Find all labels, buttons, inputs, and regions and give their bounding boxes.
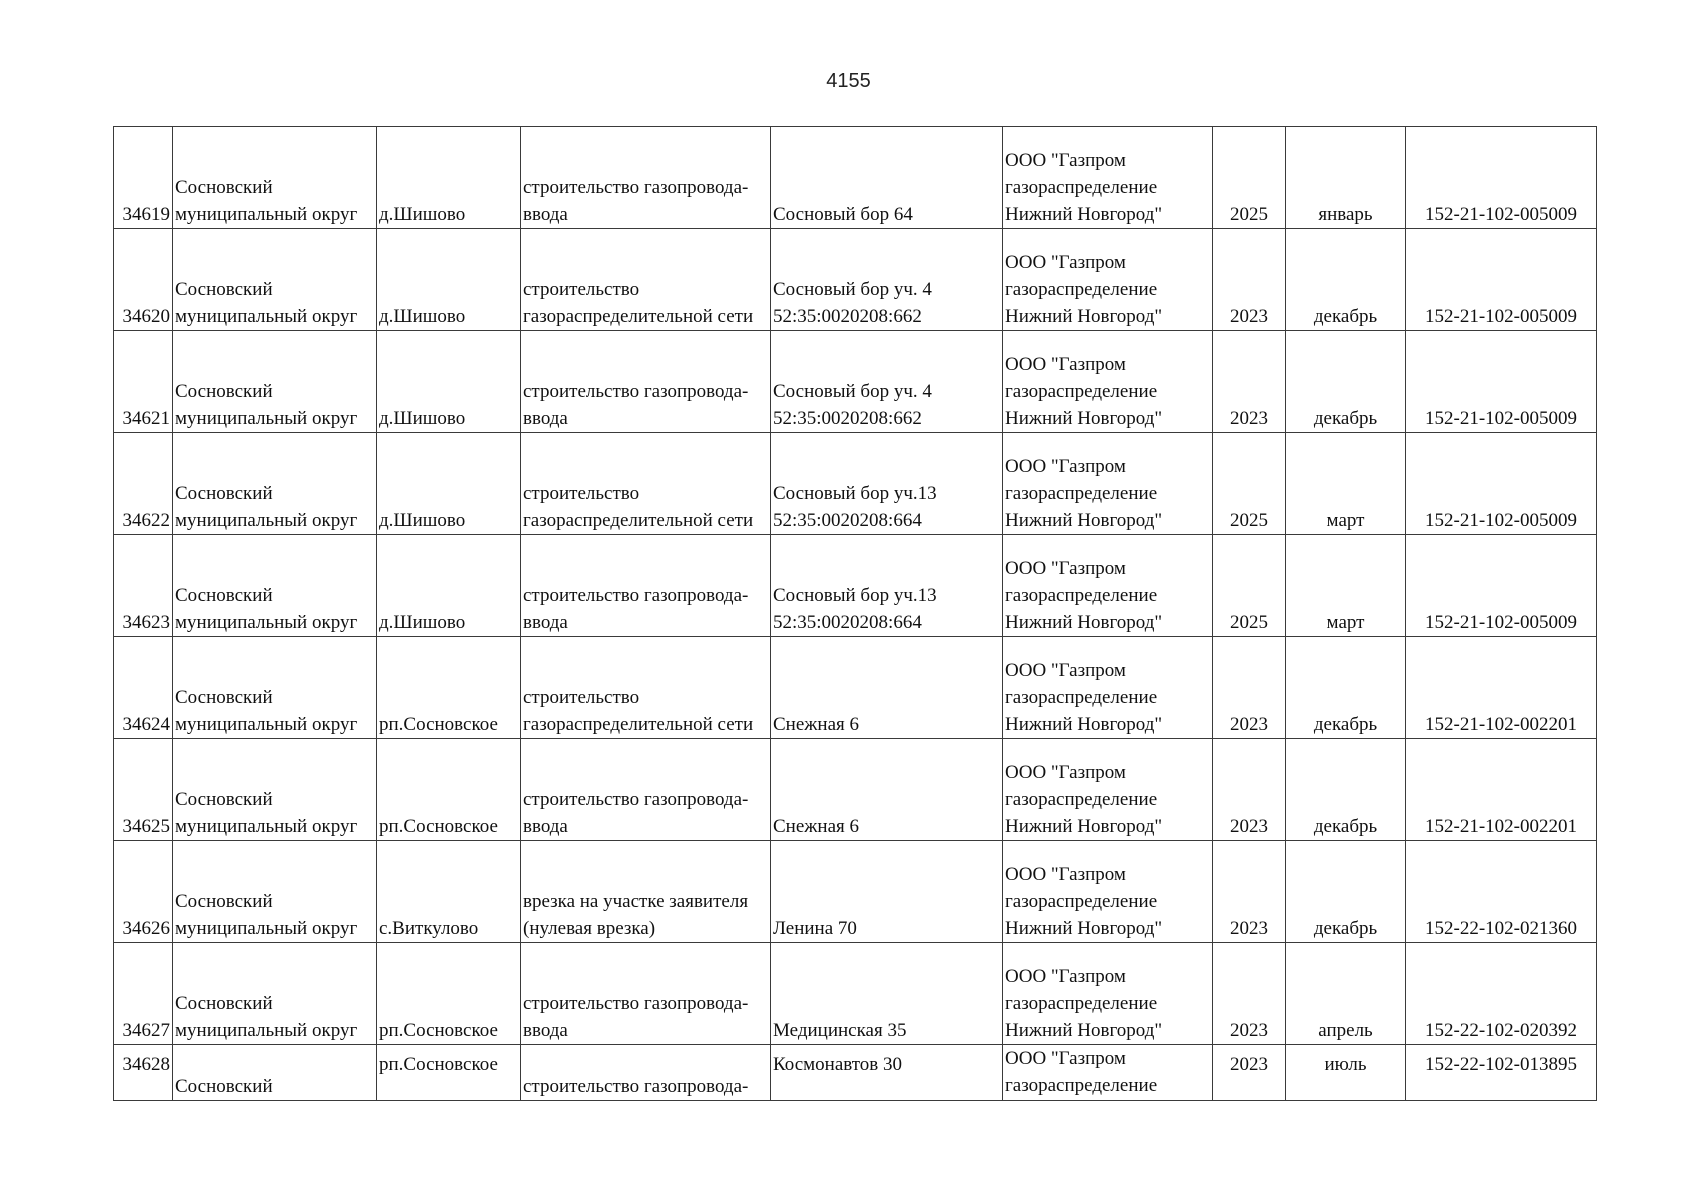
cell-address: [771, 943, 1003, 1045]
cell-settlement: д.Шишово: [377, 127, 521, 229]
cell-address: [771, 739, 1003, 841]
cell-text-line: Нижний Новгород": [1005, 510, 1163, 531]
cell-month: декабрь: [1286, 841, 1406, 943]
cell-text-line: газораспределение: [1005, 585, 1158, 606]
cell-month: декабрь: [1286, 739, 1406, 841]
cell-year: 2023: [1213, 229, 1286, 331]
cell-text-line: строительство: [523, 483, 640, 504]
cell-text-line: ООО "Газпром: [1005, 558, 1126, 579]
cell-text-line: Снежная 6: [773, 816, 859, 837]
registry-body: [114, 127, 1597, 1101]
cell-text-line: муниципальный округ: [175, 204, 358, 225]
table-row: [114, 943, 1597, 1045]
cell-work-type: [521, 127, 771, 229]
cell-record-number: 34619: [114, 127, 173, 229]
cell-district: [173, 739, 377, 841]
cell-text-line: газораспределение: [1005, 891, 1158, 912]
cell-code: 152-21-102-005009: [1406, 433, 1597, 535]
cell-work-type: [521, 637, 771, 739]
cell-text-line: Сосновский: [175, 1076, 273, 1097]
cell-text-line: Сосновский: [175, 381, 273, 402]
cell-text-line: муниципальный округ: [175, 918, 358, 939]
cell-address: [771, 433, 1003, 535]
cell-work-type: [521, 1045, 771, 1101]
cell-text-line: муниципальный округ: [175, 714, 358, 735]
cell-address: [771, 841, 1003, 943]
cell-text-line: муниципальный округ: [175, 612, 358, 633]
cell-text-line: газораспределение: [1005, 687, 1158, 708]
cell-address: [771, 127, 1003, 229]
cell-text-line: муниципальный округ: [175, 408, 358, 429]
cell-text-line: Нижний Новгород": [1005, 612, 1163, 633]
cell-text-line: муниципальный округ: [175, 816, 358, 837]
cell-district: [173, 841, 377, 943]
cell-settlement: рп.Сосновское: [377, 1045, 521, 1101]
cell-text-line: строительство: [523, 279, 640, 300]
cell-month: декабрь: [1286, 637, 1406, 739]
cell-month: июль: [1286, 1045, 1406, 1101]
cell-code: 152-22-102-020392: [1406, 943, 1597, 1045]
cell-text-line: муниципальный округ: [175, 306, 358, 327]
cell-record-number: 34626: [114, 841, 173, 943]
cell-organization: [1003, 943, 1213, 1045]
cell-text-line: газораспределение: [1005, 1075, 1158, 1096]
cell-year: 2025: [1213, 535, 1286, 637]
gasification-registry-table: [113, 126, 1597, 1101]
cell-text-line: Сосновый бор уч.13: [773, 585, 937, 606]
cell-text-line: газораспределение: [1005, 279, 1158, 300]
table-row: [114, 433, 1597, 535]
cell-work-type: [521, 943, 771, 1045]
cell-text-line: ввода: [523, 612, 568, 633]
cell-text-line: Сосновский: [175, 279, 273, 300]
cell-text-line: ООО "Газпром: [1005, 660, 1126, 681]
cell-organization: [1003, 331, 1213, 433]
cell-code: 152-22-102-021360: [1406, 841, 1597, 943]
cell-district: [173, 943, 377, 1045]
cell-district: [173, 127, 377, 229]
cell-month: декабрь: [1286, 331, 1406, 433]
cell-text-line: Сосновский: [175, 585, 273, 606]
cell-settlement: д.Шишово: [377, 331, 521, 433]
cell-code: 152-21-102-005009: [1406, 127, 1597, 229]
table-row: [114, 1045, 1597, 1101]
cell-code: 152-21-102-002201: [1406, 739, 1597, 841]
cell-work-type: [521, 841, 771, 943]
cell-text-line: Нижний Новгород": [1005, 204, 1163, 225]
cell-text-line: газораспределение: [1005, 381, 1158, 402]
cell-text-line: строительство: [523, 687, 640, 708]
cell-work-type: [521, 331, 771, 433]
cell-text-line: Сосновый бор 64: [773, 204, 913, 225]
cell-text-line: строительство газопровода-: [523, 381, 749, 402]
cell-address: [771, 535, 1003, 637]
cell-text-line: Космонавтов 30: [773, 1054, 903, 1075]
cell-code: 152-22-102-013895: [1406, 1045, 1597, 1101]
cell-month: январь: [1286, 127, 1406, 229]
cell-year: 2025: [1213, 127, 1286, 229]
cell-organization: [1003, 739, 1213, 841]
cell-district: [173, 229, 377, 331]
cell-text-line: ООО "Газпром: [1005, 864, 1126, 885]
cell-text-line: Ленина 70: [773, 918, 857, 939]
cell-record-number: 34627: [114, 943, 173, 1045]
cell-address: [771, 229, 1003, 331]
cell-settlement: д.Шишово: [377, 433, 521, 535]
cell-text-line: ООО "Газпром: [1005, 966, 1126, 987]
table-row: [114, 127, 1597, 229]
cell-text-line: строительство газопровода-: [523, 1076, 749, 1097]
cell-settlement: рп.Сосновское: [377, 739, 521, 841]
cell-month: декабрь: [1286, 229, 1406, 331]
cell-settlement: рп.Сосновское: [377, 637, 521, 739]
cell-code: 152-21-102-002201: [1406, 637, 1597, 739]
cell-work-type: [521, 433, 771, 535]
cell-text-line: 52:35:0020208:662: [773, 408, 922, 429]
table-row: [114, 331, 1597, 433]
cell-text-line: Снежная 6: [773, 714, 859, 735]
cell-text-line: ООО "Газпром: [1005, 456, 1126, 477]
cell-organization: [1003, 1045, 1213, 1101]
cell-year: 2023: [1213, 739, 1286, 841]
cell-record-number: 34620: [114, 229, 173, 331]
cell-text-line: Нижний Новгород": [1005, 1020, 1163, 1041]
cell-text-line: ООО "Газпром: [1005, 150, 1126, 171]
cell-organization: [1003, 637, 1213, 739]
cell-text-line: Сосновый бор уч. 4: [773, 381, 932, 402]
cell-text-line: ввода: [523, 408, 568, 429]
cell-text-line: 52:35:0020208:664: [773, 612, 922, 633]
cell-organization: [1003, 229, 1213, 331]
cell-text-line: ввода: [523, 204, 568, 225]
cell-record-number: 34621: [114, 331, 173, 433]
cell-district: [173, 1045, 377, 1101]
cell-text-line: Нижний Новгород": [1005, 714, 1163, 735]
cell-text-line: 52:35:0020208:664: [773, 510, 922, 531]
cell-text-line: газораспределение: [1005, 177, 1158, 198]
cell-month: март: [1286, 433, 1406, 535]
cell-text-line: ввода: [523, 816, 568, 837]
cell-text-line: газораспределение: [1005, 789, 1158, 810]
cell-text-line: ООО "Газпром: [1005, 762, 1126, 783]
table-row: [114, 229, 1597, 331]
cell-text-line: строительство газопровода-: [523, 789, 749, 810]
cell-text-line: Нижний Новгород": [1005, 408, 1163, 429]
cell-organization: [1003, 127, 1213, 229]
cell-record-number: 34622: [114, 433, 173, 535]
cell-settlement: рп.Сосновское: [377, 943, 521, 1045]
cell-text-line: газораспределительной сети: [523, 306, 754, 327]
cell-text-line: Сосновский: [175, 993, 273, 1014]
cell-text-line: газораспределительной сети: [523, 714, 754, 735]
cell-settlement: с.Виткулово: [377, 841, 521, 943]
cell-work-type: [521, 535, 771, 637]
cell-text-line: ввода: [523, 1020, 568, 1041]
cell-record-number: 34623: [114, 535, 173, 637]
cell-text-line: Сосновый бор уч.13: [773, 483, 937, 504]
cell-work-type: [521, 739, 771, 841]
cell-settlement: д.Шишово: [377, 229, 521, 331]
cell-text-line: Медицинская 35: [773, 1020, 907, 1041]
cell-record-number: 34624: [114, 637, 173, 739]
cell-text-line: 52:35:0020208:662: [773, 306, 922, 327]
cell-text-line: Сосновский: [175, 177, 273, 198]
table-row: [114, 841, 1597, 943]
cell-text-line: строительство газопровода-: [523, 585, 749, 606]
cell-code: 152-21-102-005009: [1406, 535, 1597, 637]
cell-text-line: врезка на участке заявителя: [523, 891, 749, 912]
cell-text-line: Нижний Новгород": [1005, 816, 1163, 837]
cell-month: апрель: [1286, 943, 1406, 1045]
cell-text-line: строительство газопровода-: [523, 177, 749, 198]
cell-text-line: ООО "Газпром: [1005, 354, 1126, 375]
cell-code: 152-21-102-005009: [1406, 229, 1597, 331]
cell-text-line: ООО "Газпром: [1005, 1048, 1126, 1069]
cell-text-line: Сосновский: [175, 891, 273, 912]
page-number: 4155: [826, 70, 871, 92]
cell-organization: [1003, 433, 1213, 535]
cell-record-number: 34628: [114, 1045, 173, 1101]
cell-district: [173, 535, 377, 637]
cell-district: [173, 433, 377, 535]
cell-text-line: Сосновский: [175, 483, 273, 504]
cell-year: 2023: [1213, 331, 1286, 433]
cell-text-line: Сосновый бор уч. 4: [773, 279, 932, 300]
cell-address: [771, 637, 1003, 739]
cell-text-line: газораспределительной сети: [523, 510, 754, 531]
cell-month: март: [1286, 535, 1406, 637]
cell-work-type: [521, 229, 771, 331]
cell-record-number: 34625: [114, 739, 173, 841]
cell-address: [771, 331, 1003, 433]
table-row: [114, 739, 1597, 841]
cell-text-line: (нулевая врезка): [523, 918, 656, 939]
table-row: [114, 637, 1597, 739]
cell-text-line: Сосновский: [175, 687, 273, 708]
cell-district: [173, 637, 377, 739]
cell-text-line: муниципальный округ: [175, 1020, 358, 1041]
cell-text-line: муниципальный округ: [175, 510, 358, 531]
cell-organization: [1003, 535, 1213, 637]
cell-code: 152-21-102-005009: [1406, 331, 1597, 433]
cell-district: [173, 331, 377, 433]
cell-year: 2023: [1213, 1045, 1286, 1101]
cell-text-line: газораспределение: [1005, 483, 1158, 504]
cell-text-line: Сосновский: [175, 789, 273, 810]
cell-year: 2023: [1213, 637, 1286, 739]
cell-text-line: строительство газопровода-: [523, 993, 749, 1014]
cell-text-line: газораспределение: [1005, 993, 1158, 1014]
cell-year: 2023: [1213, 943, 1286, 1045]
cell-year: 2025: [1213, 433, 1286, 535]
table-row: [114, 535, 1597, 637]
cell-text-line: Нижний Новгород": [1005, 306, 1163, 327]
cell-year: 2023: [1213, 841, 1286, 943]
cell-text-line: ООО "Газпром: [1005, 252, 1126, 273]
cell-address: [771, 1045, 1003, 1101]
cell-settlement: д.Шишово: [377, 535, 521, 637]
cell-organization: [1003, 841, 1213, 943]
cell-text-line: Нижний Новгород": [1005, 918, 1163, 939]
